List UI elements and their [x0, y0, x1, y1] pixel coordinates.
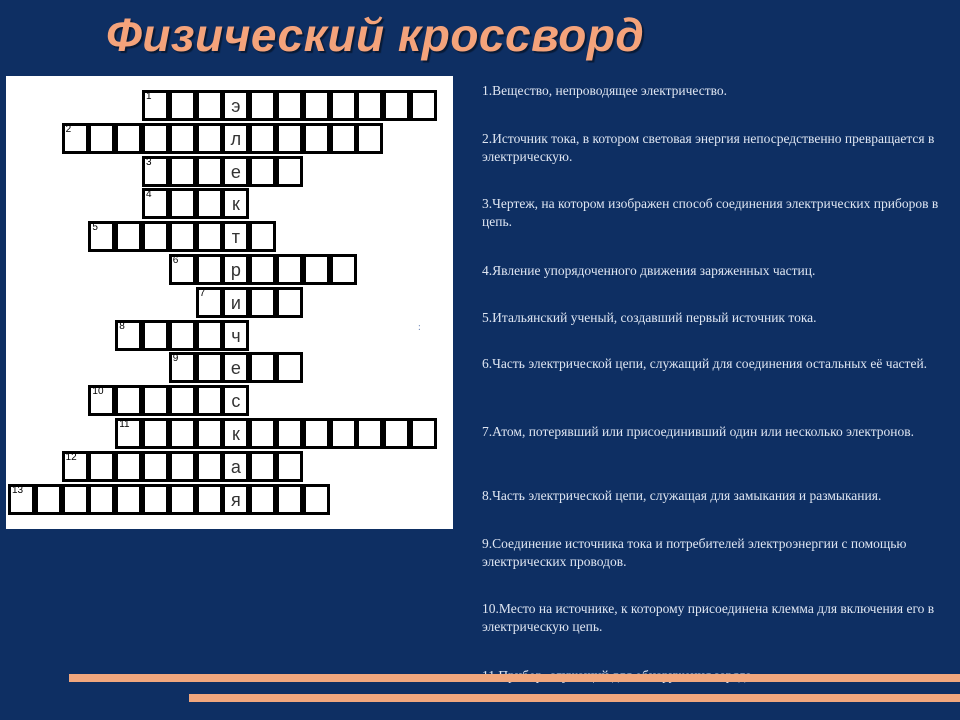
- crossword-cell[interactable]: [169, 156, 196, 187]
- crossword-cell[interactable]: [222, 418, 249, 449]
- crossword-cell[interactable]: [222, 188, 249, 219]
- clue-item: 9.Соединение источника тока и потребителей электроэнергии с помощью электрических проводов.: [482, 536, 907, 569]
- crossword-cell[interactable]: [169, 254, 196, 285]
- accent-bar-top: [69, 674, 960, 682]
- crossword-cell[interactable]: [222, 221, 249, 252]
- crossword-cell[interactable]: [222, 156, 249, 187]
- key-letter: ч: [231, 325, 241, 346]
- crossword-cell[interactable]: [330, 418, 357, 449]
- crossword-cell[interactable]: [142, 385, 169, 416]
- key-letter: с: [231, 391, 241, 412]
- crossword-cell[interactable]: [142, 188, 169, 219]
- crossword-cell[interactable]: [222, 90, 249, 121]
- crossword-cell[interactable]: [222, 484, 249, 515]
- crossword-cell[interactable]: [276, 418, 303, 449]
- clue-item: 6.Часть электрической цепи, служащий для соединения остальных её частей.: [482, 356, 928, 371]
- crossword-cell[interactable]: [249, 90, 276, 121]
- crossword-cell[interactable]: [142, 90, 169, 121]
- crossword-cell[interactable]: [330, 90, 357, 121]
- crossword-cell[interactable]: [8, 484, 35, 515]
- key-letter: я: [231, 489, 241, 510]
- key-letter: е: [230, 161, 241, 182]
- key-letter: а: [230, 456, 241, 477]
- crossword-cell[interactable]: [142, 451, 169, 482]
- crossword-cell[interactable]: [222, 320, 249, 351]
- crossword-cell[interactable]: [330, 123, 357, 154]
- crossword-cell[interactable]: [62, 451, 89, 482]
- clue-number: 12: [65, 451, 77, 463]
- crossword-cell[interactable]: [115, 221, 142, 252]
- crossword-cell[interactable]: [196, 451, 223, 482]
- crossword-cell[interactable]: [276, 451, 303, 482]
- clue-number: 3: [146, 156, 152, 168]
- crossword-cell[interactable]: [169, 188, 196, 219]
- crossword-cell[interactable]: [276, 254, 303, 285]
- crossword-cell[interactable]: [356, 123, 383, 154]
- crossword-cell[interactable]: [196, 156, 223, 187]
- crossword-cell[interactable]: [142, 221, 169, 252]
- crossword-cell[interactable]: [115, 385, 142, 416]
- crossword-cell[interactable]: [276, 352, 303, 383]
- clue-item: 2.Источник тока, в котором световая энергия непосредственно превращается в электрическую.: [482, 131, 935, 164]
- crossword-cell[interactable]: [249, 418, 276, 449]
- key-letter: л: [230, 128, 242, 149]
- crossword-cell[interactable]: [115, 123, 142, 154]
- clue-number: 8: [119, 320, 125, 332]
- crossword-cell[interactable]: [383, 90, 410, 121]
- accent-bar-bottom: [189, 694, 960, 702]
- crossword-cell[interactable]: [222, 287, 249, 318]
- crossword-cell[interactable]: [249, 352, 276, 383]
- clue-item: 5.Итальянский ученый, создавший первый источник тока.: [482, 310, 817, 325]
- crossword-cell[interactable]: [249, 287, 276, 318]
- crossword-cell[interactable]: [410, 90, 437, 121]
- clue-item: 4.Явление упорядоченного движения заряженных частиц.: [482, 263, 816, 278]
- crossword-cell[interactable]: [62, 123, 89, 154]
- key-letter: е: [230, 358, 241, 379]
- crossword-cell[interactable]: [196, 418, 223, 449]
- key-letter: р: [230, 260, 241, 280]
- crossword-cell[interactable]: [196, 320, 223, 351]
- crossword-cell[interactable]: [115, 484, 142, 515]
- crossword-cell[interactable]: [356, 418, 383, 449]
- clue-item: 7.Атом, потерявший или присоединивший один или несколько электронов.: [482, 424, 915, 439]
- crossword-cell[interactable]: [88, 221, 115, 252]
- crossword-cell[interactable]: [222, 451, 249, 482]
- crossword-panel: [6, 76, 453, 529]
- key-letter: т: [231, 227, 241, 248]
- crossword-cell[interactable]: [383, 418, 410, 449]
- crossword-cell[interactable]: [169, 418, 196, 449]
- crossword-cell[interactable]: [303, 418, 330, 449]
- crossword-cell[interactable]: [330, 254, 357, 285]
- clue-item: 1.Вещество, непроводящее электричество.: [482, 83, 728, 98]
- crossword-cell[interactable]: [142, 156, 169, 187]
- crossword-cell[interactable]: [303, 254, 330, 285]
- crossword-cell[interactable]: [196, 123, 223, 154]
- crossword-cell[interactable]: [142, 123, 169, 154]
- crossword-cell[interactable]: [249, 123, 276, 154]
- crossword-cell[interactable]: [249, 484, 276, 515]
- page-title: Физический кроссворд: [106, 9, 645, 61]
- clue-item: 8.Часть электрической цепи, служащая для замыкания и размыкания.: [482, 488, 882, 503]
- crossword-cell[interactable]: [356, 90, 383, 121]
- clue-number: 6: [172, 255, 179, 266]
- crossword-cell[interactable]: [169, 320, 196, 351]
- crossword-cell[interactable]: [249, 451, 276, 482]
- clue-number: 5: [92, 222, 98, 234]
- crossword-cell[interactable]: [410, 418, 437, 449]
- key-letter: к: [231, 424, 240, 444]
- clue-item: 3.Чертеж, на котором изображен способ соединения электрических приборов в цепь.: [482, 196, 939, 229]
- crossword-cell[interactable]: [169, 123, 196, 154]
- crossword-cell[interactable]: [196, 221, 223, 252]
- crossword-cell[interactable]: [142, 484, 169, 515]
- crossword-cell[interactable]: [196, 385, 223, 416]
- clue-number: 1: [146, 91, 152, 102]
- crossword-cell[interactable]: [88, 484, 115, 515]
- crossword-cell[interactable]: [276, 123, 303, 154]
- key-letter: э: [231, 96, 241, 116]
- crossword-cell[interactable]: [169, 90, 196, 121]
- crossword-cell[interactable]: [169, 221, 196, 252]
- crossword-cell[interactable]: [222, 385, 249, 416]
- clue-number: 10: [92, 386, 104, 398]
- crossword-cell[interactable]: [196, 188, 223, 219]
- crossword-cell[interactable]: [88, 451, 115, 482]
- crossword-cell[interactable]: [276, 156, 303, 187]
- crossword-cell[interactable]: [303, 90, 330, 121]
- crossword-cell[interactable]: [169, 484, 196, 515]
- crossword-cell[interactable]: [169, 385, 196, 416]
- crossword-cell[interactable]: [62, 484, 89, 515]
- key-letter: и: [230, 292, 241, 313]
- crossword-cell[interactable]: [196, 352, 223, 383]
- crossword-cell[interactable]: [35, 484, 62, 515]
- crossword-cell[interactable]: [222, 254, 249, 285]
- crossword-cell[interactable]: [303, 123, 330, 154]
- crossword-cell[interactable]: [249, 254, 276, 285]
- crossword-cell[interactable]: [249, 221, 276, 252]
- crossword-cell[interactable]: [115, 418, 142, 449]
- clue-number: 7: [199, 287, 206, 299]
- crossword-cell[interactable]: [88, 123, 115, 154]
- crossword-cell[interactable]: [222, 352, 249, 383]
- clue-number: 13: [12, 484, 24, 496]
- crossword-cell[interactable]: [169, 352, 196, 383]
- clue-number: 11: [119, 419, 130, 430]
- clue-number: 2: [65, 123, 72, 135]
- crossword-cell[interactable]: [115, 451, 142, 482]
- crossword-cell[interactable]: [303, 484, 330, 515]
- crossword-cell[interactable]: [276, 484, 303, 515]
- crossword-cell[interactable]: [222, 123, 249, 154]
- crossword-cell[interactable]: [196, 254, 223, 285]
- crossword-cell[interactable]: [196, 90, 223, 121]
- crossword-cell[interactable]: [276, 90, 303, 121]
- crossword-cell[interactable]: [115, 320, 142, 351]
- crossword-cell[interactable]: [169, 451, 196, 482]
- crossword-cell[interactable]: [142, 418, 169, 449]
- stray-mark: :: [418, 322, 421, 333]
- key-letter: к: [231, 194, 240, 215]
- crossword-cell[interactable]: [88, 385, 115, 416]
- crossword-cell[interactable]: [249, 156, 276, 187]
- clue-number: 9: [172, 353, 179, 365]
- crossword-cell[interactable]: [196, 287, 223, 318]
- crossword-cell[interactable]: [276, 287, 303, 318]
- clue-number: 4: [146, 189, 152, 201]
- crossword-cell[interactable]: [142, 320, 169, 351]
- clue-item: 10.Место на источнике, к которому присоединена клемма для включения его в электрическую цепь.: [482, 601, 935, 634]
- crossword-cell[interactable]: [196, 484, 223, 515]
